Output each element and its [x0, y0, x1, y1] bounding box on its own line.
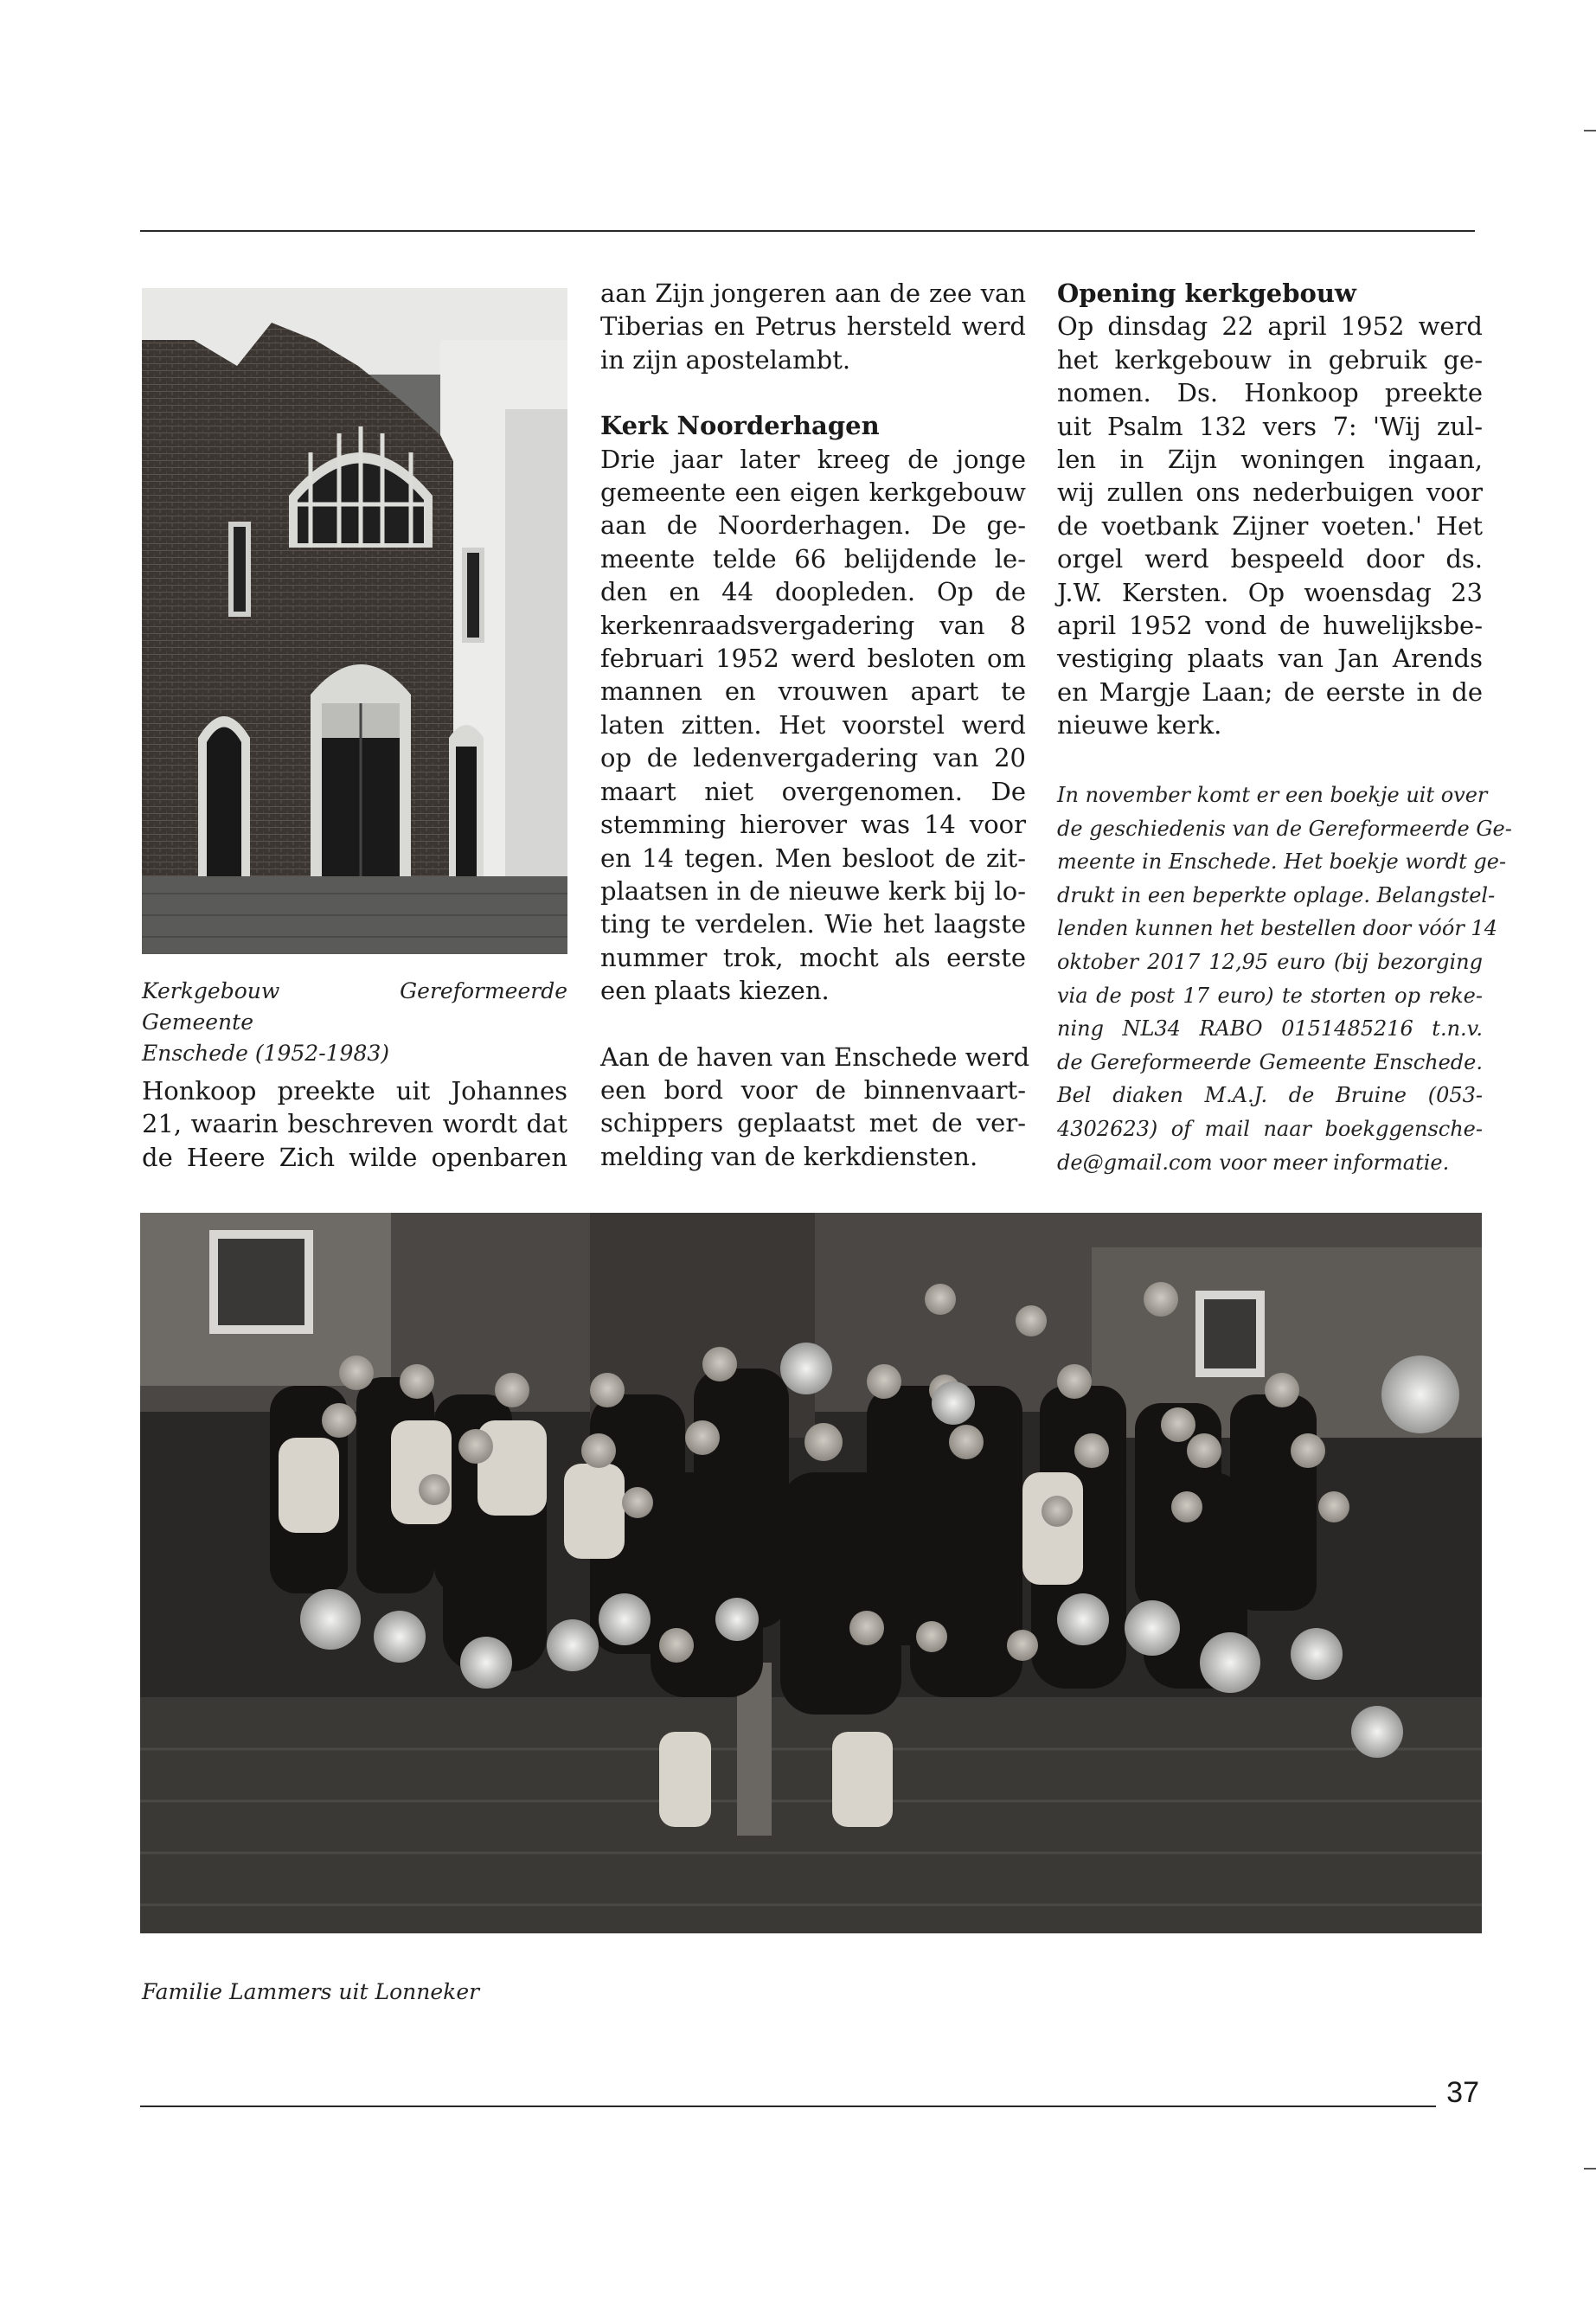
family-photo [140, 1213, 1482, 1933]
text-line: maart niet overgenomen. De [600, 776, 1026, 806]
note-line: drukt in een beperkte oplage. Belangstel- [1057, 882, 1496, 907]
column-3 [1057, 277, 1483, 742]
text-line: laten zitten. Het voorstel werd [600, 709, 1026, 740]
section-heading: Opening kerkgebouw [1057, 279, 1356, 308]
text-line: Op dinsdag 22 april 1952 werd [1057, 311, 1483, 342]
note-line: via de post 17 euro) te storten op reke- [1057, 983, 1483, 1008]
caption-line: Enschede (1952-1983) [142, 1041, 390, 1066]
text-line: en 14 tegen. Men besloot de zit- [600, 843, 1026, 873]
text-line: plaatsen in de nieuwe kerk bij lo- [600, 875, 1026, 906]
text-line: Tiberias en Petrus hersteld werd [600, 311, 1026, 342]
text-line: 21, waarin beschreven wordt dat [142, 1109, 567, 1139]
note-line: meente in Enschede. Het boekje wordt ge- [1057, 849, 1507, 875]
page-number: 37 [1446, 2076, 1479, 2109]
text-line: vestiging plaats van Jan Arends [1057, 644, 1483, 674]
text-line: in zijn apostelambt. [600, 344, 851, 375]
text-line: aan Zijn jongeren aan de zee van [600, 279, 1026, 308]
text-line: stemming hierover was 14 voor [600, 810, 1026, 840]
note-line: 4302623) of mail naar boekggensche- [1057, 1116, 1483, 1141]
crop-mark [1584, 2168, 1596, 2170]
top-rule [140, 230, 1475, 232]
note-line: de@gmail.com voor meer informatie. [1057, 1150, 1450, 1175]
family-caption: Familie Lammers uit Lonneker [142, 1979, 480, 2004]
church-caption [142, 976, 567, 1069]
text-line: op de ledenvergadering van 20 [600, 743, 1026, 773]
text-line: schippers geplaatst met de ver- [600, 1108, 1026, 1138]
text-line: en Margje Laan; de eerste in de [1057, 676, 1483, 707]
note-line: lenden kunnen het bestellen door vóór 14 [1057, 916, 1497, 941]
note-line: de Gereformeerde Gemeente Enschede. [1057, 1049, 1483, 1074]
text-line: aan de Noorderhagen. De ge- [600, 510, 1026, 541]
text-line: nomen. Ds. Honkoop preekte [1057, 378, 1483, 408]
note-line: In november komt er een boekje uit over [1057, 783, 1488, 807]
text-line: het kerkgebouw in gebruik ge- [1057, 344, 1483, 375]
booklet-note [1057, 779, 1512, 1179]
text-line: een plaats kiezen. [600, 976, 830, 1006]
crop-mark [1584, 130, 1596, 131]
bottom-rule [140, 2106, 1436, 2107]
note-line: ning NL34 RABO 0151485216 t.n.v. [1057, 1016, 1483, 1042]
text-line: wij zullen ons nederbuigen voor [1057, 478, 1483, 508]
text-line: meente telde 66 belijdende le- [600, 543, 1026, 574]
text-line: februari 1952 werd besloten om [600, 644, 1026, 674]
column-2 [600, 277, 1030, 1173]
text-line: uit Psalm 132 vers 7: 'Wij zul- [1057, 411, 1483, 441]
text-line: ting te verdelen. Wie het laagste [600, 909, 1026, 939]
text-line: de voetbank Zijner voeten.' Het [1057, 510, 1483, 541]
text-line: gemeente een eigen kerkgebouw [600, 478, 1026, 508]
text-line: nieuwe kerk. [1057, 710, 1222, 740]
text-line: orgel werd bespeeld door ds. [1057, 544, 1483, 574]
caption-line: Kerkgebouw Gereformeerde Gemeente [142, 978, 567, 1035]
text-line: april 1952 vond de huwelijksbe- [1057, 611, 1483, 641]
note-line: oktober 2017 12,95 euro (bij bezorging [1057, 949, 1483, 974]
column-1 [142, 1074, 567, 1174]
note-line: Bel diaken M.A.J. de Bruine (053- [1057, 1083, 1483, 1108]
text-line: Aan de haven van Enschede werd [600, 1042, 1030, 1072]
text-line: melding van de kerkdiensten. [600, 1141, 978, 1171]
text-line: kerkenraadsvergadering van 8 [600, 610, 1026, 640]
text-line: Drie jaar later kreeg de jonge [600, 444, 1026, 474]
church-photo [142, 288, 567, 954]
note-line: de geschiedenis van de Gereformeerde Ge- [1057, 816, 1512, 841]
text-line: de Heere Zich wilde openbaren [142, 1142, 567, 1172]
text-line: J.W. Kersten. Op woensdag 23 [1057, 577, 1483, 607]
text-line: mannen en vrouwen apart te [600, 676, 1026, 707]
text-line: een bord voor de binnenvaart- [600, 1074, 1026, 1105]
text-line: den en 44 doopleden. Op de [600, 577, 1026, 607]
text-line: Honkoop preekte uit Johannes [142, 1076, 567, 1106]
text-line: len in Zijn woningen ingaan, [1057, 445, 1483, 475]
text-line: nummer trok, mocht als eerste [600, 942, 1026, 972]
section-heading: Kerk Noorderhagen [600, 411, 880, 441]
